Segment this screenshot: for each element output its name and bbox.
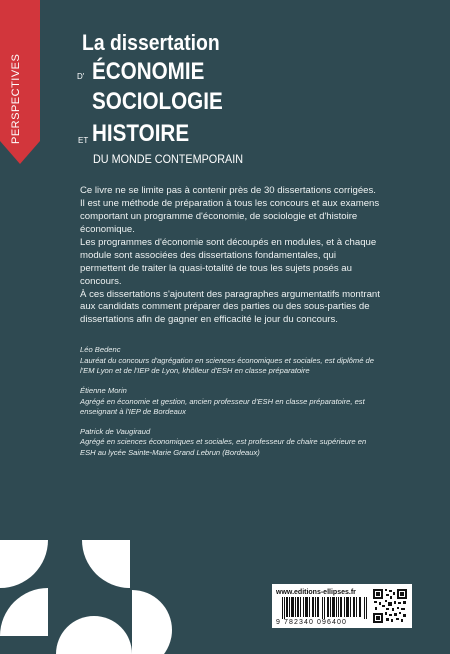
- author-entry: [80, 427, 380, 459]
- publisher-url[interactable]: www.editions-ellipses.fr: [276, 589, 356, 596]
- collection-label: PERSPECTIVES: [10, 53, 22, 144]
- geometric-shapes-icon: [0, 520, 200, 654]
- title-line-2: ÉCONOMIE: [92, 58, 205, 85]
- barcode-icon: [282, 597, 368, 619]
- title-prep-d: D': [77, 72, 85, 81]
- half-circle-shape: [56, 616, 132, 654]
- title-prep-et: ET: [78, 136, 89, 145]
- author-bio: Agrégé en sciences économiques et sociales, est professeur de chaire supérieure en ESH au lycée Sainte-Marie Grand Lebrun (Bordeaux): [80, 437, 367, 457]
- author-name: Patrick de Vaugiraud: [80, 426, 151, 436]
- isbn-number: 9 782340 096400: [276, 619, 347, 626]
- quarter-circle-shape: [82, 540, 130, 588]
- title-line-5: DU MONDE CONTEMPORAIN: [93, 152, 244, 166]
- quarter-circle-shape: [0, 540, 48, 588]
- description-paragraph: Les programmes d'économie sont découpés en modules, et à chaque module sont associées des dissertations fondamentales, qui permettent de traiter la quasi-totalité de tous les sujets posés au concours.: [80, 236, 377, 287]
- author-bio: Agrégé en économie et gestion, ancien professeur d'ESH en classe préparatoire, est enseignant à l'IEP de Bordeaux: [80, 396, 365, 417]
- author-entry: [80, 345, 380, 377]
- description-paragraph: Ce livre ne se limite pas à contenir près de 30 dissertations corrigées. Il est une méthode de préparation à tous les concours et aux examens comportant un programme d'économie, de sociologie et d'histoire économique.: [80, 185, 380, 235]
- title-line-3: SOCIOLOGIE: [92, 88, 223, 115]
- description-paragraph: À ces dissertations s'ajoutent des paragraphes argumentatifs montrant aux candidats comment préparer des parties ou des sous-parties de dissertations afin de gagner en efficacité le jour du concours.: [80, 288, 380, 326]
- quarter-circle-shape: [0, 588, 48, 636]
- author-entry: [80, 386, 380, 418]
- author-list: [80, 345, 380, 468]
- half-circle-shape: [132, 590, 172, 654]
- title-line-1: La dissertation: [82, 30, 220, 55]
- author-name: Léo Bedenc: [80, 345, 121, 354]
- author-name: Étienne Morin: [80, 385, 127, 395]
- qr-code-icon: [372, 588, 408, 624]
- book-description: [80, 185, 380, 327]
- title-line-4: HISTOIRE: [92, 120, 190, 147]
- author-bio: Lauréat du concours d'agrégation en sciences économiques et sociales, est diplômé de l'EM Lyon et de l'IEP de Lyon, khôlleur d'ESH en classe préparatoire: [80, 355, 374, 376]
